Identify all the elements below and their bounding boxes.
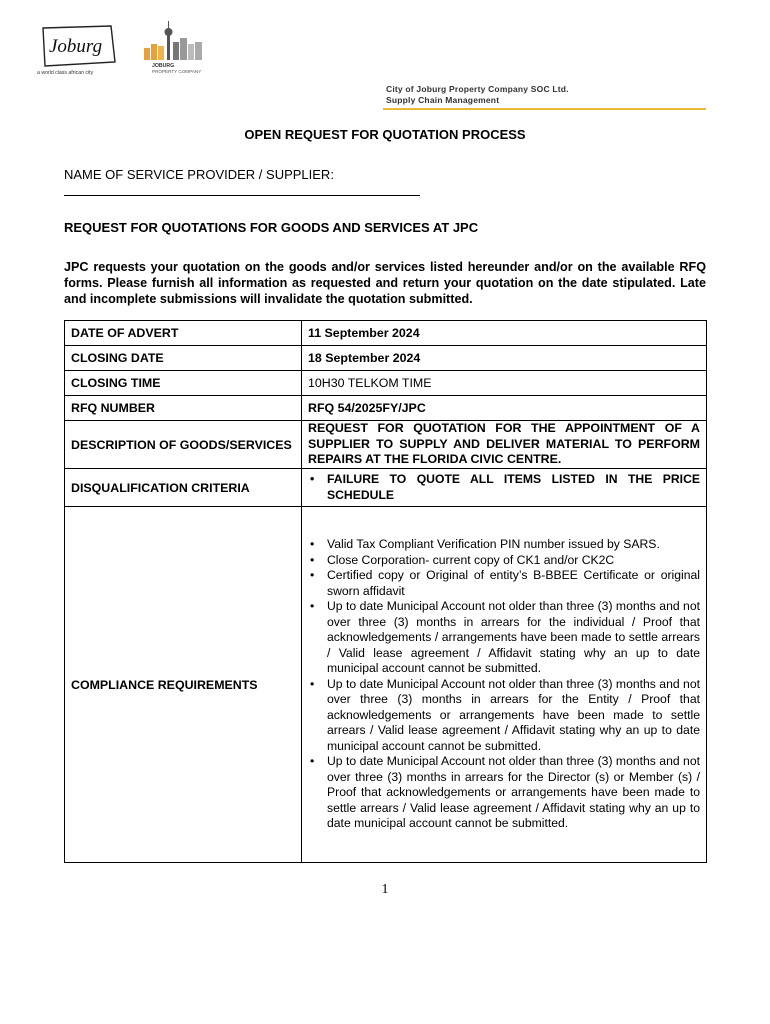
list-item: • FAILURE TO QUOTE ALL ITEMS LISTED IN THE PRICE SCHEDULE	[327, 472, 700, 503]
table-row	[65, 371, 707, 396]
compliance-label: COMPLIANCE REQUIREMENTS	[65, 507, 302, 863]
page-number: 1	[381, 882, 389, 897]
rfq-number-value: RFQ 54/2025FY/JPC	[302, 396, 707, 421]
list-item: • Certified copy or Original of entity’s B-BBEE Certificate or original sworn affidavit	[327, 568, 700, 599]
jpc-logo-line2: PROPERTY COMPANY	[152, 69, 202, 74]
joburg-tagline: a world class african city	[37, 70, 94, 76]
provider-fill-line	[64, 195, 420, 196]
table-row	[65, 396, 707, 421]
department-name: Supply Chain Management	[386, 95, 500, 105]
rfq-heading: REQUEST FOR QUOTATIONS FOR GOODS AND SERVICES AT JPC	[64, 220, 479, 235]
disqualification-list	[308, 472, 700, 503]
closing-time-label: CLOSING TIME	[65, 371, 302, 396]
table-row	[65, 469, 707, 507]
table-row	[65, 321, 707, 346]
table-row	[65, 421, 707, 469]
closing-date-value: 18 September 2024	[302, 346, 707, 371]
table-row	[65, 507, 707, 863]
intro-paragraph: JPC requests your quotation on the goods and/or services listed hereunder and/or on the available RFQ forms. Please furnish all information as requested and return your quotation on the date stipulated. Late and incomplete submissions will invalidate the quotation submitted.	[64, 260, 706, 306]
compliance-value	[302, 507, 707, 863]
list-item: • Up to date Municipal Account not older than three (3) months and not over three (3) months in arrears for the individual / Proof that acknowledgements / arrangements have been made to settle arrears / Valid lease agreement / Affidavit stating why an up to date municipal account cannot be submitted.	[327, 599, 700, 677]
list-item: • Valid Tax Compliant Verification PIN number issued by SARS.	[327, 537, 700, 553]
disqualification-value	[302, 469, 707, 507]
joburg-logo	[35, 22, 125, 78]
closing-time-value: 10H30 TELKOM TIME	[302, 371, 707, 396]
company-name: City of Joburg Property Company SOC Ltd.	[386, 84, 569, 94]
rfq-number-label: RFQ NUMBER	[65, 396, 302, 421]
date-of-advert-value: 11 September 2024	[302, 321, 707, 346]
jpc-logo-line1: JOBURG	[152, 63, 175, 69]
jpc-logo	[140, 18, 220, 76]
disqualification-label: DISQUALIFICATION CRITERIA	[65, 469, 302, 507]
list-item: • Close Corporation- current copy of CK1 and/or CK2C	[327, 553, 700, 569]
list-item: • Up to date Municipal Account not older than three (3) months and not over three (3) months in arrears for the Entity / Proof that acknowledgements or arrangements have been made to settle arrears / Valid lease agreement / Affidavit stating why an up to date municipal account cannot be submitted.	[327, 677, 700, 755]
main-heading: OPEN REQUEST FOR QUOTATION PROCESS	[244, 127, 526, 142]
compliance-list	[308, 537, 700, 832]
closing-date-label: CLOSING DATE	[65, 346, 302, 371]
table-row	[65, 346, 707, 371]
rfq-details-table	[64, 320, 707, 863]
header-divider	[383, 108, 706, 110]
joburg-logo-text: Joburg	[49, 36, 103, 57]
description-value: REQUEST FOR QUOTATION FOR THE APPOINTMENT OF A SUPPLIER TO SUPPLY AND DELIVER MATERIAL TO PERFORM REPAIRS AT THE FLORIDA CIVIC CENTRE.	[302, 421, 707, 469]
date-of-advert-label: DATE OF ADVERT	[65, 321, 302, 346]
description-label: DESCRIPTION OF GOODS/SERVICES	[65, 421, 302, 469]
list-item: • Up to date Municipal Account not older than three (3) months and not over three (3) months in arrears for the Director (s) or Member (s) / Proof that acknowledgements or arrangements have been made to settle arrears / Valid lease agreement / Affidavit stating why an up to date municipal account cannot be submitted.	[327, 754, 700, 832]
provider-label: NAME OF SERVICE PROVIDER / SUPPLIER:	[64, 167, 334, 182]
company-info	[386, 84, 569, 106]
